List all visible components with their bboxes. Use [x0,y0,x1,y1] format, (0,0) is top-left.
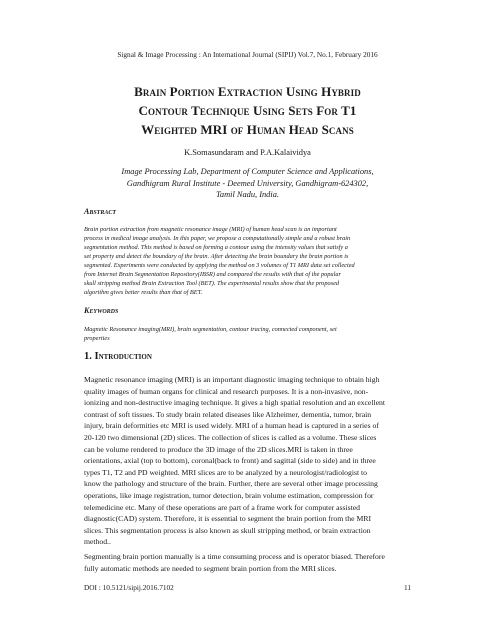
body-line: operations, like image registration, tumor detection, brain volume estimation, compression for [84,490,374,500]
paper-title [50,82,445,139]
authors: K.Somasundaram and P.A.Kalaividya [184,148,311,157]
introduction-paragraph-2 [84,551,415,574]
body-line: can be volume rendered to produce the 3D image of the 2D slices.MRI is taken in three [84,444,353,454]
keywords-heading: Keywords [84,306,119,315]
body-line: quality images of human organs for clinical and research purposes. It is a non-invasive, non- [84,386,369,396]
body-line: orientations, axial (top to bottom), coronal(back to front) and sagittal (side to side) and in three [84,456,376,466]
affiliation-line: Tamil Nadu, India. [216,190,279,199]
body-line: telemedicine etc. Many of these operations are part of a frame work for computer assisted [84,502,360,512]
running-head: Signal & Image Processing : An International Journal (SIPIJ) Vol.7, No.1, February 2016 [117,50,378,59]
body-line: method.. [84,537,111,547]
body-line: diagnostic(CAD) system. Therefore, it is essential to segment the brain portion from the MRI [84,514,372,524]
affiliation-line: Gandhigram Rural Institute - Deemed University, Gandhigram-624302, [126,178,369,188]
affiliation [70,166,425,201]
abstract-line: algorithm gives better results than that of BET. [84,289,203,296]
abstract-line: skull stripping method Brain Extraction Tool (BET). The experimental results show that the proposed [84,280,340,287]
title-line: Contour Technique Using Sets For T1 [138,103,357,118]
body-line: contrast of soft tissues. To study brain related diseases like Alzheimer, dementia, tumor, brain [84,409,372,419]
keywords-line: Magnetic Resonance imaging(MRI), brain segmentation, contour tracing, connected component, set [84,326,337,333]
abstract-line: segmented. Experiments were conducted by applying the method on 3 volumes of T1 MRI data set collected [84,262,355,269]
abstract-line: from Internet Brain Segmentation Repository(IBSR) and compared the results with that of the popular [84,271,341,278]
doi: DOI : 10.5121/sipij.2016.7102 [84,583,174,592]
abstract-line: set property and detect the boundary of the brain. After detecting the brain boundary the brain portion is [84,253,349,260]
body-line: injury, brain deformities etc MRI is used widely. MRI of a human head is captured in a series of [84,421,379,431]
body-line: 20-120 two dimensional (2D) slices. The collection of slices is called as a volume. These slices [84,432,377,442]
body-line: Magnetic resonance imaging (MRI) is an important diagnostic imaging technique to obtain high [84,375,380,384]
page-number: 11 [403,583,411,592]
title-line: Brain Portion Extraction Using Hybrid [134,84,361,99]
body-line: types T1, T2 and PD weighted. MRI slices are to be analyzed by a neurologist/radiologist to [84,467,368,477]
affiliation-line: Image Processing Lab, Department of Computer Science and Applications, [121,167,374,176]
body-line: ionizing and non-destructive imaging technique. It gives a high spatial resolution and an excellent [84,398,386,408]
title-line: Weighted MRI of Human Head Scans [141,122,354,137]
introduction-paragraph-1 [84,374,415,548]
abstract-line: Brain portion extraction from magnetic resonance image (MRI) of human head scan is an important [84,226,337,233]
abstract-heading: Abstract [84,207,117,216]
body-line: fully automatic methods are needed to segment brain portion from the MRI slices. [84,563,337,573]
body-line: know the pathology and structure of the brain. Further, there are several other image processing [84,479,378,489]
abstract-line: process in medical image analysis. In this paper, we propose a computationally simple and a robust brain [84,235,351,242]
body-line: Segmenting brain portion manually is a time consuming process and is operator biased. Therefore [84,552,385,561]
keywords-text [84,325,415,343]
body-line: slices. This segmentation process is also known as skull stripping method, or brain extraction [84,525,371,535]
keywords-line: properties [84,335,110,342]
section-heading-introduction: 1. Introduction [84,351,152,362]
abstract-line: segmentation method. This method is based on forming a contour using the intensity values that satisfy a [84,244,348,251]
abstract-text [84,225,415,297]
